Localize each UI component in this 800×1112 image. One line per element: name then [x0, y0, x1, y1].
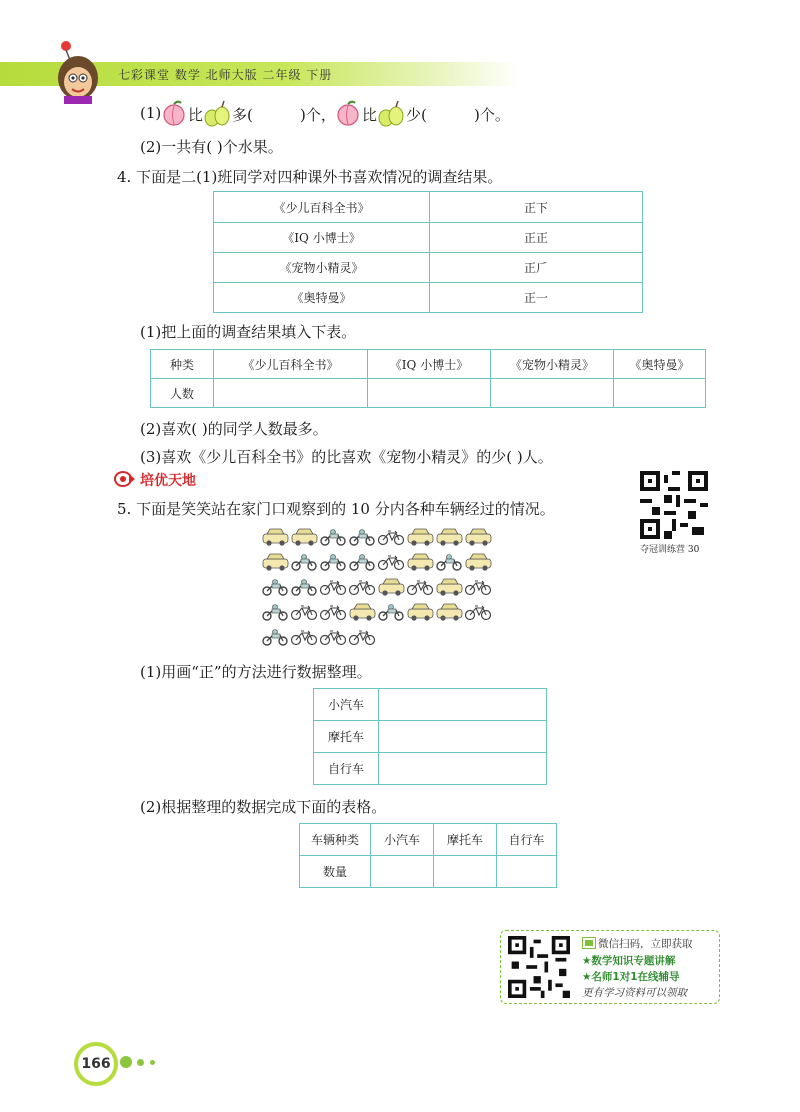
answer-cell[interactable]	[379, 689, 547, 721]
answer-cell[interactable]	[434, 856, 497, 888]
answer-cell[interactable]	[497, 856, 557, 888]
table-row	[214, 283, 643, 313]
survey-book: 《少儿百科全书》	[214, 192, 430, 223]
qr-code-icon[interactable]	[640, 471, 708, 539]
book-count-table	[150, 349, 706, 408]
table-row	[214, 192, 643, 223]
moto-icon	[437, 555, 461, 571]
answer-cell[interactable]	[379, 721, 547, 753]
bike-icon	[379, 531, 404, 545]
promo-line2: ★数学知识专题讲解	[582, 955, 676, 967]
table-row	[214, 253, 643, 283]
answer-cell[interactable]	[368, 379, 491, 408]
moto-icon	[321, 555, 345, 571]
q3-bi1: 比	[188, 106, 204, 124]
q4-sub1: (1)把上面的调查结果填入下表。	[140, 323, 357, 341]
q4-stem: 4. 下面是二(1)班同学对四种课外书喜欢情况的调查结果。	[117, 168, 503, 186]
qr-caption: 夺冠训练营 30	[640, 545, 700, 555]
moto-icon	[292, 555, 316, 571]
decor-dot	[150, 1060, 155, 1065]
table-row	[151, 350, 706, 379]
promo-line4: 更有学习资料可以领取	[582, 987, 687, 999]
bike-icon	[408, 581, 433, 595]
q4-sub3: (3)喜欢《少儿百科全书》的比喜欢《宠物小精灵》的少( )人。	[140, 448, 553, 466]
survey-tally: 正正	[430, 223, 643, 253]
vehicle-count-table	[299, 823, 557, 888]
count-header: 车辆种类	[300, 824, 371, 856]
q5-sub1: (1)用画“正”的方法进行数据整理。	[140, 663, 372, 681]
tally-label: 自行车	[314, 753, 379, 785]
count-header: 小汽车	[371, 824, 434, 856]
table-row	[151, 379, 706, 408]
pear-icon	[202, 98, 232, 128]
fill-cell: 《宠物小精灵》	[491, 350, 614, 379]
page-number: 166	[78, 1046, 114, 1082]
q3-shao: 少(	[406, 106, 427, 124]
bike-icon	[379, 556, 404, 570]
tally-label: 小汽车	[314, 689, 379, 721]
answer-cell[interactable]	[614, 379, 706, 408]
count-label: 数量	[300, 856, 371, 888]
mascot-icon	[46, 38, 108, 104]
decor-dot	[120, 1056, 132, 1068]
bike-icon	[350, 631, 375, 645]
survey-tally: 正𠂆	[430, 253, 643, 283]
car-icon	[408, 554, 433, 571]
fill-cell: 《IQ 小博士》	[368, 350, 491, 379]
promo-line3: ★名师1对1在线辅导	[582, 971, 680, 983]
table-row	[300, 856, 557, 888]
car-icon	[350, 604, 375, 621]
answer-cell[interactable]	[491, 379, 614, 408]
answer-cell[interactable]	[371, 856, 434, 888]
bike-icon	[292, 606, 317, 620]
car-icon	[437, 579, 462, 596]
q5-stem: 5. 下面是笑笑站在家门口观察到的 10 分内各种车辆经过的情况。	[117, 500, 555, 518]
count-header: 自行车	[497, 824, 557, 856]
vehicle-grid	[262, 525, 502, 655]
moto-icon	[321, 530, 345, 546]
moto-icon	[350, 530, 374, 546]
q3-prefix: (1)	[140, 104, 162, 122]
survey-table	[213, 191, 643, 313]
q3-ge1: )个，	[300, 106, 336, 124]
answer-cell[interactable]	[214, 379, 368, 408]
section-title: 培优天地	[140, 473, 196, 489]
moto-icon	[263, 605, 287, 621]
bike-icon	[466, 606, 491, 620]
fill-cell: 《奥特曼》	[614, 350, 706, 379]
decor-dot	[137, 1059, 144, 1066]
car-icon	[437, 529, 462, 546]
peach-icon	[162, 100, 186, 126]
table-row	[214, 223, 643, 253]
answer-cell[interactable]	[379, 753, 547, 785]
car-icon	[466, 529, 491, 546]
tally-label: 摩托车	[314, 721, 379, 753]
q3-duo: 多(	[232, 106, 253, 124]
table-row	[314, 721, 547, 753]
survey-tally: 正下	[430, 192, 643, 223]
q3-line2: (2)一共有( )个水果。	[140, 138, 283, 156]
car-icon	[437, 604, 462, 621]
q3-ge2: )个。	[474, 106, 510, 124]
peach-icon	[336, 100, 360, 126]
bike-icon	[350, 581, 375, 595]
moto-icon	[263, 630, 287, 646]
bike-icon	[321, 581, 346, 595]
promo-line1: 微信扫码，立即获取	[598, 938, 693, 950]
survey-book: 《宠物小精灵》	[214, 253, 430, 283]
moto-icon	[350, 555, 374, 571]
survey-book: 《IQ 小博士》	[214, 223, 430, 253]
survey-book: 《奥特曼》	[214, 283, 430, 313]
q3-bi2: 比	[362, 106, 378, 124]
table-row	[300, 824, 557, 856]
table-row	[314, 753, 547, 785]
q4-sub2: (2)喜欢( )的同学人数最多。	[140, 420, 328, 438]
moto-icon	[263, 580, 287, 596]
bike-icon	[466, 581, 491, 595]
car-icon	[263, 554, 288, 571]
q5-sub2: (2)根据整理的数据完成下面的表格。	[140, 798, 387, 816]
scan-icon	[582, 937, 596, 949]
moto-icon	[379, 605, 403, 621]
count-header: 摩托车	[434, 824, 497, 856]
car-icon	[379, 579, 404, 596]
car-icon	[408, 604, 433, 621]
survey-tally: 正⼀	[430, 283, 643, 313]
car-icon	[466, 554, 491, 571]
bike-icon	[292, 631, 317, 645]
car-icon	[292, 529, 317, 546]
eye-icon	[114, 470, 136, 488]
qr-code-icon[interactable]	[508, 936, 570, 998]
tally-table	[313, 688, 547, 785]
car-icon	[263, 529, 288, 546]
moto-icon	[292, 580, 316, 596]
fill-cell: 种类	[151, 350, 214, 379]
fill-cell: 人数	[151, 379, 214, 408]
pear-icon	[376, 98, 406, 128]
table-row	[314, 689, 547, 721]
header-title: 七彩课堂 数学 北师大版 二年级 下册	[118, 68, 333, 82]
bike-icon	[321, 631, 346, 645]
fill-cell: 《少儿百科全书》	[214, 350, 368, 379]
bike-icon	[321, 606, 346, 620]
car-icon	[408, 529, 433, 546]
vehicle-picture	[262, 525, 502, 655]
